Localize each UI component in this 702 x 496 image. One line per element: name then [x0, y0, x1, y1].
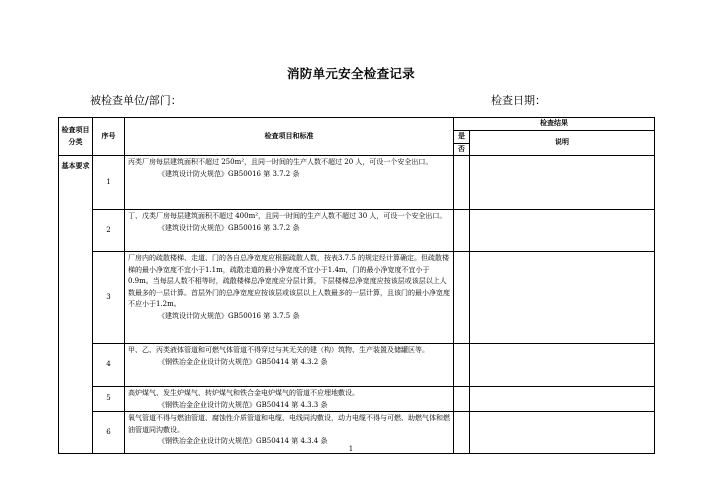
header-note: 说明 — [470, 131, 655, 156]
row-content — [125, 156, 454, 210]
row-text: 氧气管道不得与燃油管道、腐蚀性介质管道和电缆、电线同沟敷设，动力电缆不得与可燃、助燃气体和燃油管道同沟敷设。 — [128, 414, 450, 434]
row-reference: 《钢铁冶金企业设计防火规范》GB50414 第 4.3.2 条 — [158, 357, 328, 366]
category-basic: 基本要求 — [59, 156, 93, 454]
row-text: 丁、戊类厂房每层建筑面积不超过 400m²，且同一时间的生产人数不超过 30 人，可设一个安全出口。 — [128, 212, 447, 220]
row-number: 5 — [93, 387, 125, 412]
inspection-date-label: 检查日期： — [491, 94, 546, 107]
header-no: 否 — [454, 143, 470, 156]
row-number: 1 — [93, 156, 125, 210]
row-reference: 《建筑设计防火规范》GB50016 第 3.7.2 条 — [158, 169, 300, 178]
table-row — [59, 344, 655, 387]
row-content — [125, 387, 454, 412]
document-title: 消防单元安全检查记录 — [286, 66, 415, 81]
row-text: 甲、乙、丙类液体管道和可燃气体管道不得穿过与其无关的建（构）筑物、生产装置及储罐区等。 — [128, 346, 429, 354]
note-cell[interactable] — [470, 344, 655, 387]
row-number: 6 — [93, 412, 125, 454]
row-content — [125, 252, 454, 344]
table-row — [59, 210, 655, 252]
table-row — [59, 156, 655, 210]
row-text: 丙类厂房每层建筑面积不超过 250m²，且同一时间的生产人数不超过 20 人，可设一个安全出口。 — [128, 158, 433, 166]
inspected-unit-label: 被检查单位/部门： — [90, 94, 182, 107]
yes-no-cell[interactable] — [454, 156, 470, 210]
note-cell[interactable] — [470, 387, 655, 412]
row-content — [125, 210, 454, 252]
row-number: 4 — [93, 344, 125, 387]
page-number: 1 — [348, 445, 354, 453]
note-cell[interactable] — [470, 156, 655, 210]
header-row-1 — [59, 118, 655, 131]
yes-no-cell[interactable] — [454, 252, 470, 344]
header-yes: 是 — [454, 131, 470, 144]
header-seq: 序号 — [93, 118, 125, 156]
header-result: 检查结果 — [454, 118, 655, 131]
inspection-record-table — [58, 117, 655, 454]
table-row — [59, 252, 655, 344]
header-category: 检查项目分类 — [59, 118, 93, 156]
row-reference: 《建筑设计防火规范》GB50016 第 3.7.5 条 — [158, 311, 300, 320]
note-cell[interactable] — [470, 252, 655, 344]
row-reference: 《钢铁冶金企业设计防火规范》GB50414 第 4.3.3 条 — [158, 400, 328, 409]
header-item: 检查项目和标准 — [125, 118, 454, 156]
row-content — [125, 344, 454, 387]
note-cell[interactable] — [470, 210, 655, 252]
row-text: 厂房内的疏散楼梯、走道、门的各自总净宽度应根据疏散人数，按表3.7.5 的规定经计算确定。但疏散楼梯的最小净宽度不宜小于1.1m，疏散走道的最小净宽度不宜小于1.4m，门的最小净宽度不宜小于0.9m。当每层人数不相等时，疏散楼梯总净宽度应分层计算，下层楼梯总净宽度应按该层或该层以上人数最多的一层计算。首层外门的总净宽度应按该层或该层以上人数最多的一层计算，且该门的最小净宽度不应小于1.2m。 — [128, 254, 450, 308]
table-row — [59, 387, 655, 412]
row-reference: 《建筑设计防火规范》GB50016 第 3.7.2 条 — [158, 223, 300, 232]
row-text: 高炉煤气、发生炉煤气、转炉煤气和铁合金电炉煤气的管道不应埋地敷设。 — [128, 389, 359, 397]
row-number: 3 — [93, 252, 125, 344]
yes-no-cell[interactable] — [454, 210, 470, 252]
row-reference: 《钢铁冶金企业设计防火规范》GB50414 第 4.3.4 条 — [158, 437, 328, 445]
yes-no-cell[interactable] — [454, 387, 470, 412]
row-number: 2 — [93, 210, 125, 252]
yes-no-cell[interactable] — [454, 344, 470, 387]
